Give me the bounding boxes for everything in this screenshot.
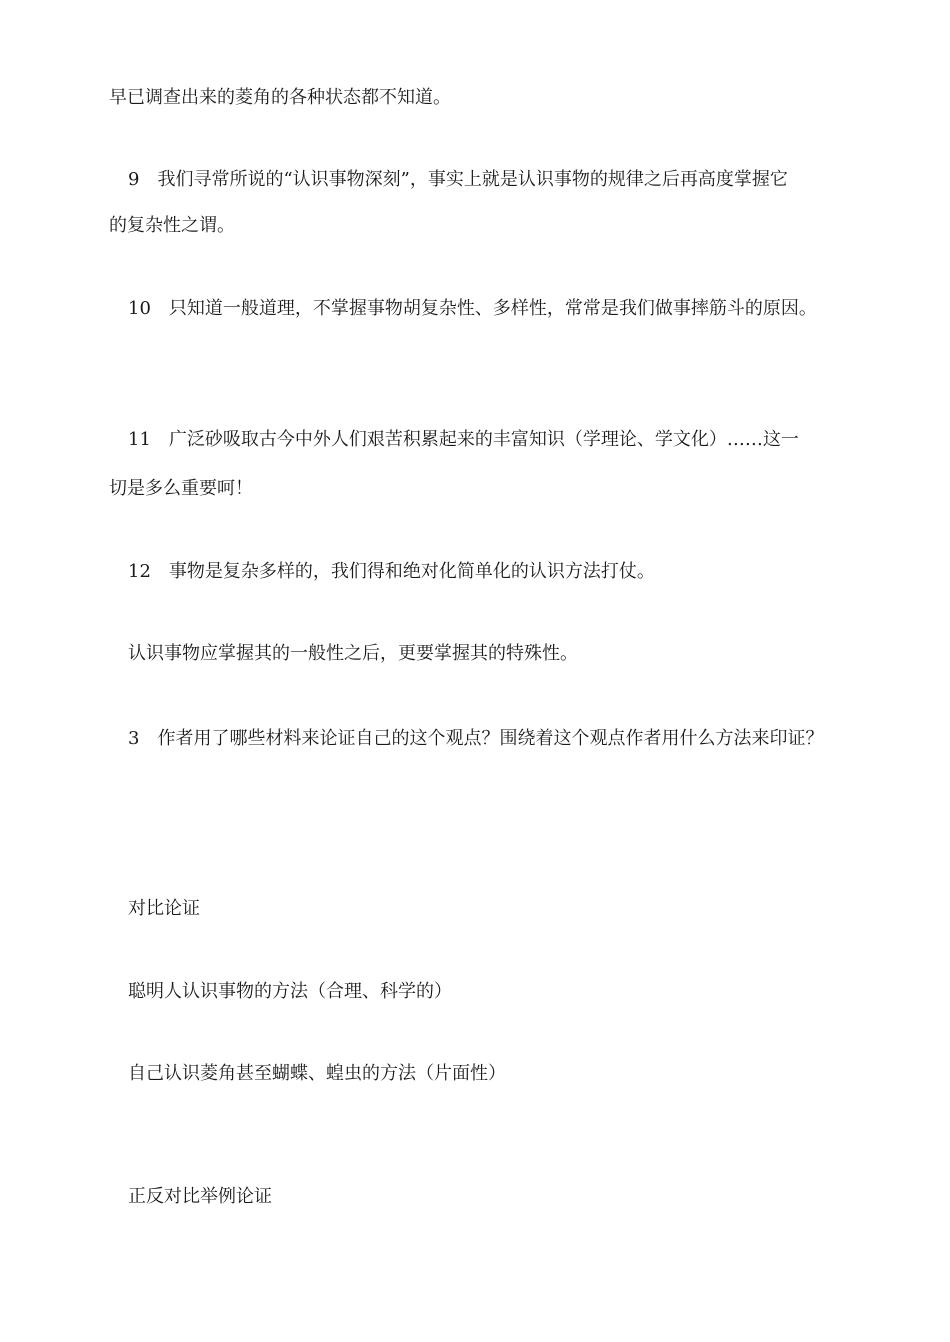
text-line-4: 10 只知道一般道理，不掌握事物胡复杂性、多样性，常常是我们做事摔筋斗的原因。	[128, 298, 817, 319]
text-line-10: 对比论证	[128, 898, 200, 919]
text-line-2: 9 我们寻常所说的“认识事物深刻”，事实上就是认识事物的规律之后再高度掌握它	[128, 169, 788, 190]
text-line-8: 认识事物应掌握其的一般性之后，更要掌握其的特殊性。	[128, 643, 578, 664]
text-line-7: 12 事物是复杂多样的，我们得和绝对化简单化的认识方法打仗。	[128, 561, 655, 582]
text-line-9: 3 作者用了哪些材料来论证自己的这个观点？围绕着这个观点作者用什么方法来印证？	[128, 728, 824, 749]
text-line-3: 的复杂性之谓。	[109, 215, 235, 236]
text-line-11: 聪明人认识事物的方法（合理、科学的）	[128, 981, 452, 1002]
text-line-6: 切是多么重要呵！	[109, 478, 253, 499]
text-line-1: 早已调查出来的菱角的各种状态都不知道。	[109, 87, 451, 108]
text-line-12: 自己认识菱角甚至蝴蝶、蝗虫的方法（片面性）	[128, 1063, 506, 1084]
text-line-5: 11 广泛砂吸取古今中外人们艰苦积累起来的丰富知识（学理论、学文化）……这一	[128, 429, 799, 450]
text-line-13: 正反对比举例论证	[128, 1186, 272, 1207]
